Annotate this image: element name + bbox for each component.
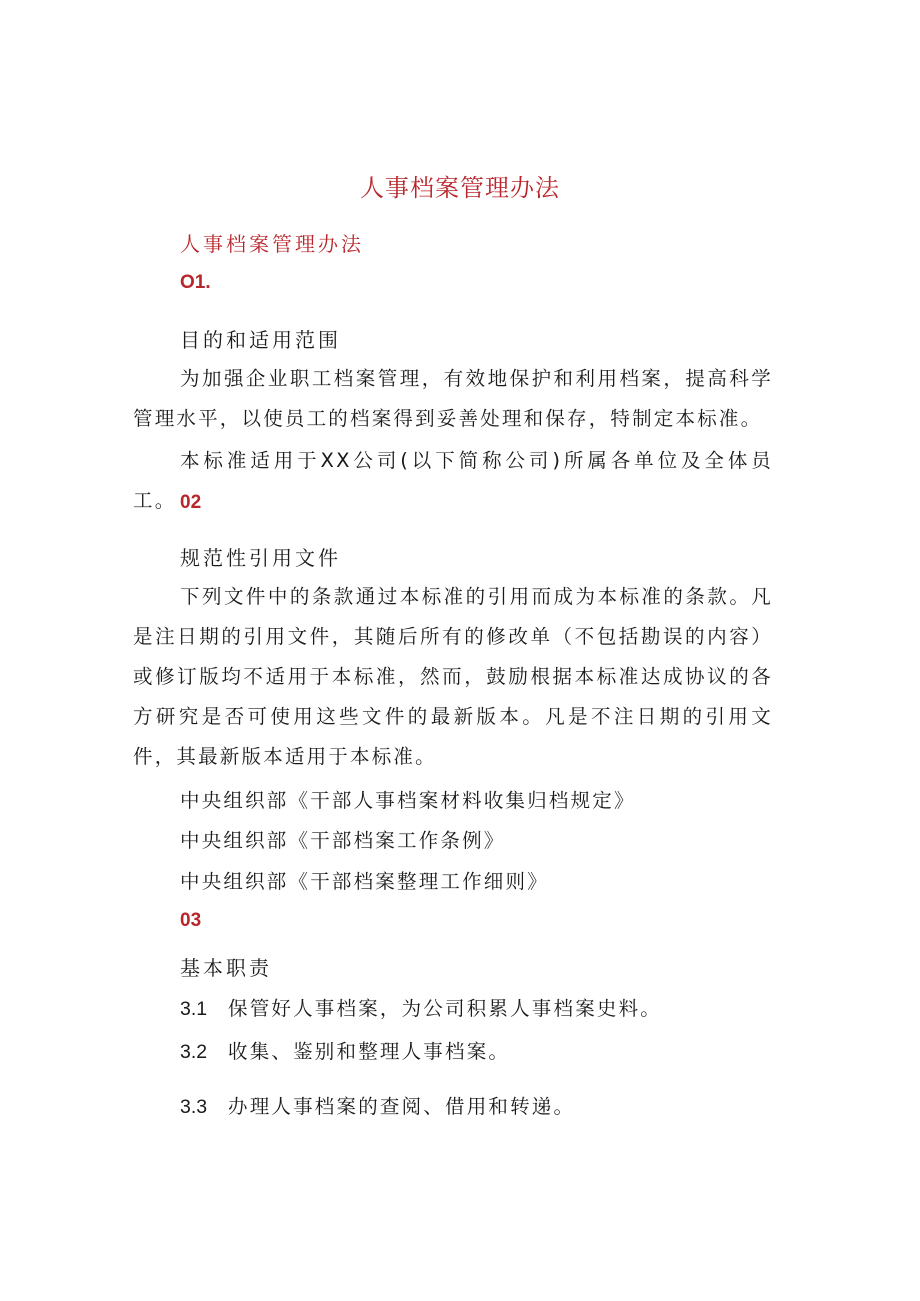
duty-item-2 xyxy=(180,1036,510,1064)
reference-item-2: 中央组织部《干部档案工作条例》 xyxy=(180,829,506,852)
reference-item-3: 中央组织部《干部档案整理工作细则》 xyxy=(180,870,549,893)
section-2-number: 02 xyxy=(180,492,202,513)
section-1-heading: 目的和适用范围 xyxy=(180,328,341,352)
duty-item-3 xyxy=(180,1091,575,1119)
duty-item-1-number: 3.1 xyxy=(180,998,208,1020)
section-1-paragraph-1: 为加强企业职工档案管理，有效地保护和利用档案，提高科学管理水平，以使员工的档案得到妥善处理和保存，特制定本标准。 xyxy=(133,367,773,430)
section-3-heading: 基本职责 xyxy=(180,956,272,980)
document-title: 人事档案管理办法 xyxy=(360,174,560,202)
duty-item-2-number: 3.2 xyxy=(180,1041,208,1063)
section-2-paragraph-1: 下列文件中的条款通过本标准的引用而成为本标准的条款。凡是注日期的引用文件，其随后所有的修改单（不包括勘误的内容）或修订版均不适用于本标准，然而，鼓励根据本标准达成协议的各方研究是否可使用这些文件的最新版本。凡是不注日期的引用文件，其最新版本适用于本标准。 xyxy=(133,585,773,768)
section-1-paragraph-2: 本标准适用于XX公司(以下简称公司)所属各单位及全体员工。 xyxy=(133,449,773,512)
section-3-number: 03 xyxy=(180,910,202,931)
duty-item-3-number: 3.3 xyxy=(180,1096,208,1118)
section-1-number: O1. xyxy=(180,272,211,293)
section-2-heading: 规范性引用文件 xyxy=(180,546,341,570)
duty-item-3-text: 办理人事档案的查阅、借用和转递。 xyxy=(228,1095,576,1118)
duty-item-2-text: 收集、鉴别和整理人事档案。 xyxy=(228,1040,511,1063)
reference-item-1: 中央组织部《干部人事档案材料收集归档规定》 xyxy=(180,789,636,812)
document-subtitle: 人事档案管理办法 xyxy=(180,232,364,256)
duty-item-1-text: 保管好人事档案，为公司积累人事档案史料。 xyxy=(228,997,663,1020)
duty-item-1 xyxy=(180,993,662,1021)
